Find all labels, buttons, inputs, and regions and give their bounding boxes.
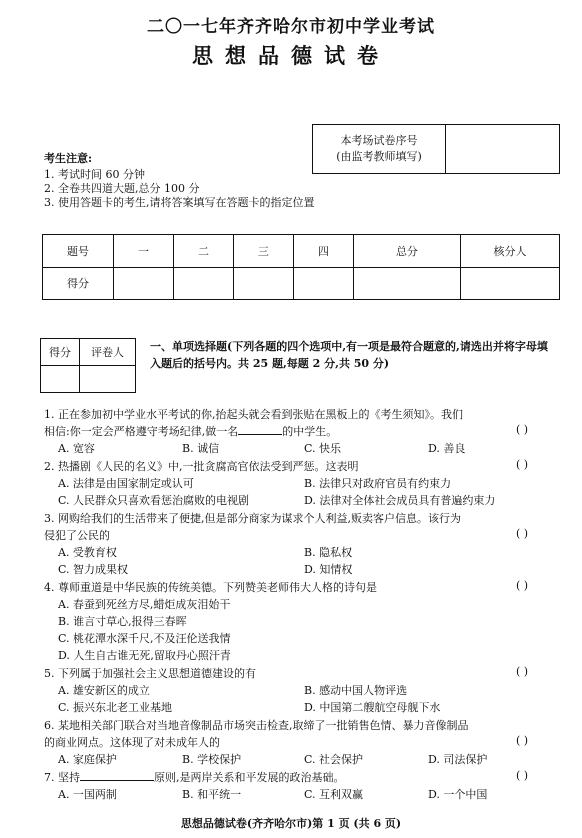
section-heading: 一、单项选择题(下列各题的四个选项中,有一项是最符合题意的,请选出并将字母填入题后的括号内。共 25 题,每题 2 分,共 50 分) (150, 340, 548, 370)
option-d: D. 中国第二艘航空母舰下水 (304, 701, 441, 714)
question-3-line1: 3. 网购给我们的生活带来了便捷,但是部分商家为谋求个人利益,贩卖客户信息。该行为 (44, 512, 461, 525)
option-c: C. 社会保护 (304, 753, 364, 766)
question-7-line1 (44, 769, 345, 785)
option-a: A. 一国两制 (58, 788, 117, 801)
serial-label-line2: (由监考教师填写) (336, 150, 422, 163)
answer-bracket[interactable]: ( ) (516, 579, 529, 592)
grader-score-cell[interactable] (41, 366, 80, 393)
score-table (42, 234, 560, 300)
answer-bracket[interactable]: ( ) (516, 423, 529, 436)
option-b: B. 谁言寸草心,报得三春晖 (58, 615, 187, 628)
option-c: C. 桃花潭水深千尺,不及汪伦送我情 (58, 632, 231, 645)
score-table-score-row (43, 267, 560, 300)
score-cell[interactable] (114, 267, 174, 300)
score-header-cell: 题号 (43, 235, 114, 268)
answer-bracket[interactable]: ( ) (516, 527, 529, 540)
option-d: D. 司法保护 (428, 753, 488, 766)
option-c: C. 振兴东北老工业基地 (58, 701, 173, 714)
question-3-line2: 侵犯了公民的 (44, 529, 110, 542)
question-1-line1: 1. 正在参加初中学业水平考试的你,抬起头就会看到张贴在黑板上的《考生须知》。我们 (44, 408, 463, 421)
serial-number-label (313, 125, 446, 173)
serial-number-field[interactable] (446, 125, 559, 173)
option-c: C. 互利双赢 (304, 788, 364, 801)
question-6-line1: 6. 某地相关部门联合对当地音像制品市场突击检查,取缔了一批销售色情、暴力音像制品 (44, 719, 469, 732)
question-7-text: 7. 坚持 (44, 771, 80, 784)
question-1-text: 相信:你一定会严格遵守考场纪律,做一名 (44, 425, 239, 438)
answer-bracket[interactable]: ( ) (516, 665, 529, 678)
subject-title: 思想品德试卷 (192, 43, 390, 68)
serial-number-box (312, 124, 560, 174)
question-4-line1: 4. 尊师重道是中华民族的传统美德。下列赞美老师伟大人格的诗句是 (44, 581, 377, 594)
option-c: C. 人民群众只喜欢看惩治腐败的电视剧 (58, 494, 250, 507)
score-cell[interactable] (173, 267, 233, 300)
notice-heading: 考生注意: (44, 152, 93, 165)
option-c: C. 快乐 (304, 442, 342, 455)
option-d: D. 知情权 (304, 563, 353, 576)
score-cell[interactable] (461, 267, 560, 300)
answer-blank (238, 424, 282, 435)
option-b: B. 学校保护 (182, 753, 242, 766)
grader-score-label: 得分 (41, 339, 80, 366)
option-b: B. 法律只对政府官员有约束力 (304, 477, 452, 490)
grader-table (40, 338, 136, 393)
score-cell[interactable] (293, 267, 353, 300)
question-5-line1: 5. 下列属于加强社会主义思想道德建设的有 (44, 667, 256, 680)
score-header-cell: 核分人 (461, 235, 560, 268)
grader-name-label: 评卷人 (79, 339, 135, 366)
option-d: D. 一个中国 (428, 788, 488, 801)
option-a: A. 受教育权 (58, 546, 117, 559)
score-table-header-row (43, 235, 560, 268)
option-a: A. 春蚕到死丝方尽,蜡炬成灰泪始干 (58, 598, 231, 611)
question-7-text-end: 原则,是两岸关系和平发展的政治基础。 (154, 771, 345, 784)
page-footer: 思想品德试卷(齐齐哈尔市)第 1 页 (共 6 页) (180, 817, 402, 830)
option-c: C. 智力成果权 (58, 563, 129, 576)
answer-bracket[interactable]: ( ) (516, 769, 529, 782)
exam-title: 二〇一七年齐齐哈尔市初中学业考试 (147, 17, 435, 37)
option-a: A. 宽容 (58, 442, 95, 455)
score-header-cell: 总分 (353, 235, 460, 268)
option-a: A. 法律是由国家制定或认可 (58, 477, 194, 490)
option-b: B. 隐私权 (304, 546, 353, 559)
option-a: A. 家庭保护 (58, 753, 117, 766)
score-cell[interactable] (233, 267, 293, 300)
question-1-line2 (44, 423, 337, 439)
score-header-cell: 二 (173, 235, 233, 268)
option-d: D. 善良 (428, 442, 466, 455)
score-row-label: 得分 (43, 267, 114, 300)
exam-notice (44, 152, 315, 210)
option-b: B. 感动中国人物评选 (304, 684, 408, 697)
answer-blank (80, 770, 154, 781)
grader-name-cell[interactable] (79, 366, 135, 393)
question-2-line1: 2. 热播剧《人民的名义》中,一批贪腐高官依法受到严惩。这表明 (44, 460, 359, 473)
notice-item: 3. 使用答题卡的考生,请将答案填写在答题卡的指定位置 (44, 196, 315, 209)
option-a: A. 雄安新区的成立 (58, 684, 150, 697)
option-d: D. 法律对全体社会成员具有普遍约束力 (304, 494, 496, 507)
score-header-cell: 四 (293, 235, 353, 268)
option-d: D. 人生自古谁无死,留取丹心照汗青 (58, 649, 231, 662)
option-b: B. 诚信 (182, 442, 220, 455)
question-1-text-end: 的中学生。 (282, 425, 338, 438)
score-cell[interactable] (353, 267, 460, 300)
score-header-cell: 三 (233, 235, 293, 268)
score-header-cell: 一 (114, 235, 174, 268)
answer-bracket[interactable]: ( ) (516, 458, 529, 471)
serial-label-line1: 本考场试卷序号 (340, 134, 418, 147)
notice-item: 1. 考试时间 60 分钟 (44, 168, 145, 181)
answer-bracket[interactable]: ( ) (516, 734, 529, 747)
option-b: B. 和平统一 (182, 788, 242, 801)
notice-item: 2. 全卷共四道大题,总分 100 分 (44, 182, 200, 195)
question-6-line2: 的商业网点。这体现了对未成年人的 (44, 736, 220, 749)
